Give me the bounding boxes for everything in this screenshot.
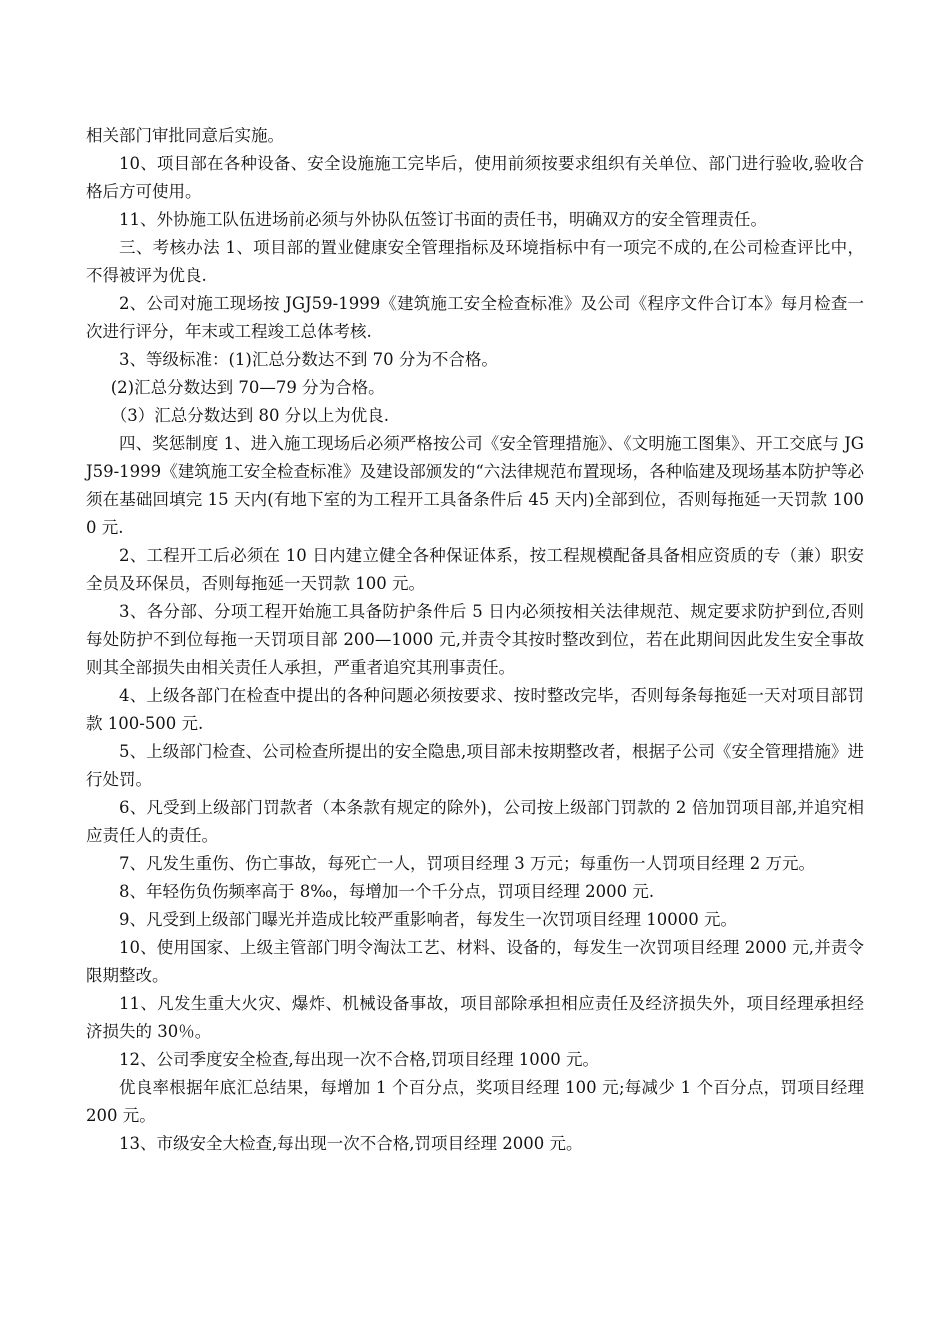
section-heading-paragraph: 四、奖惩制度 1、进入施工现场后必须严格按公司《安全管理措施》、《文明施工图集》、开工交底与 JGJ59-1999《建筑施工安全检查标准》及建设部颁发的“六法律规范布置现场，各种临建及现场基本防护等必须在基础回填完 15 天内(有地下室的为工程开工具备条件后 45 天内)全部到位，否则每拖延一天罚款 1000 元.: [86, 434, 864, 537]
paragraph: 8、年轻伤负伤频率高于 8‰，每增加一个千分点，罚项目经理 2000 元.: [119, 882, 655, 901]
paragraph: 6、凡受到上级部门罚款者（本条款有规定的除外)，公司按上级部门罚款的 2 倍加罚项目部,并追究相应责任人的责任。: [86, 798, 864, 845]
paragraph: 9、凡受到上级部门曝光并造成比较严重影响者，每发生一次罚项目经理 10000 元。: [119, 910, 737, 929]
paragraph: (2)汇总分数达到 70—79 分为合格。: [110, 378, 385, 397]
paragraph: 11、外协施工队伍进场前必须与外协队伍签订书面的责任书，明确双方的安全管理责任。: [119, 210, 767, 229]
paragraph: 12、公司季度安全检查,每出现一次不合格,罚项目经理 1000 元。: [119, 1050, 599, 1069]
paragraph: 7、凡发生重伤、伤亡事故，每死亡一人，罚项目经理 3 万元；每重伤一人罚项目经理 2 万元。: [119, 854, 815, 873]
document-body: [86, 122, 864, 1158]
paragraph: 13、市级安全大检查,每出现一次不合格,罚项目经理 2000 元。: [119, 1134, 583, 1153]
paragraph: 10、使用国家、上级主管部门明令淘汰工艺、材料、设备的，每发生一次罚项目经理 2000 元,并责令限期整改。: [86, 938, 864, 985]
paragraph: 3、各分部、分项工程开始施工具备防护条件后 5 日内必须按相关法律规范、规定要求防护到位,否则每处防护不到位每拖一天罚项目部 200—1000 元,并责令其按时整改到位，若在此期间因此发生安全事故则其全部损失由相关责任人承担，严重者追究其刑事责任。: [86, 602, 864, 677]
paragraph: （3）汇总分数达到 80 分以上为优良.: [110, 406, 389, 425]
paragraph: 3、等级标准：(1)汇总分数达不到 70 分为不合格。: [119, 350, 498, 369]
paragraph: 相关部门审批同意后实施。: [86, 126, 284, 145]
section-heading-paragraph: 三、考核办法 1、项目部的置业健康安全管理指标及环境指标中有一项完不成的,在公司检查评比中，不得被评为优良.: [86, 238, 864, 285]
paragraph: 10、项目部在各种设备、安全设施施工完毕后，使用前须按要求组织有关单位、部门进行验收,验收合格后方可使用。: [86, 154, 864, 201]
paragraph: 11、凡发生重大火灾、爆炸、机械设备事故，项目部除承担相应责任及经济损失外，项目经理承担经济损失的 30％。: [86, 994, 864, 1041]
paragraph: 2、公司对施工现场按 JGJ59-1999《建筑施工安全检查标准》及公司《程序文件合订本》每月检查一次进行评分，年末或工程竣工总体考核.: [86, 294, 864, 341]
paragraph: 2、工程开工后必须在 10 日内建立健全各种保证体系，按工程规模配备具备相应资质的专（兼）职安全员及环保员，否则每拖延一天罚款 100 元。: [86, 546, 864, 593]
paragraph: 优良率根据年底汇总结果，每增加 1 个百分点，奖项目经理 100 元;每减少 1 个百分点，罚项目经理 200 元。: [86, 1078, 864, 1125]
paragraph: 5、上级部门检查、公司检查所提出的安全隐患,项目部未按期整改者，根据子公司《安全管理措施》进行处罚。: [86, 742, 864, 789]
paragraph: 4、上级各部门在检查中提出的各种问题必须按要求、按时整改完毕，否则每条每拖延一天对项目部罚款 100-500 元.: [86, 686, 864, 733]
